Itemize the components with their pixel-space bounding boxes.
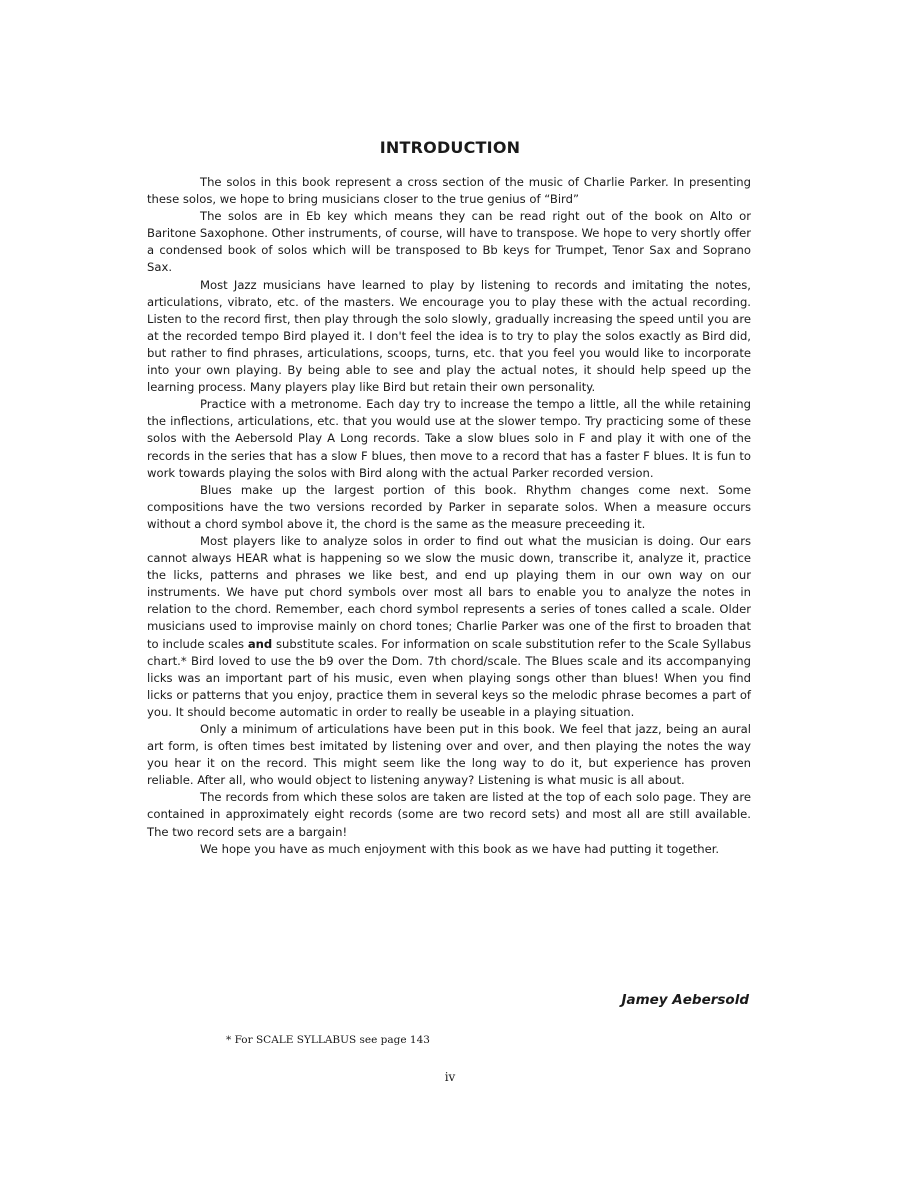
paragraph-6-text-start: Most players like to analyze solos in order to find out what the musician is doing. Our ears cannot always HEAR what is happening so we slow the music down, transcribe it, analyze it, practice the licks, patterns and phrases we like best, and end up playing them in our own way on our instruments. We have put chord symbols over most all bars to enable you to analyze the notes in relation to the chord. Remember, each chord symbol represents a series of tones called a scale. Older musicians used to improvise mainly on chord tones; Charlie Parker was one of the first to broaden that to include scales [147, 533, 751, 651]
footnote: * For SCALE SYLLABUS see page 143 [226, 1034, 430, 1046]
page-number: iv [444, 1070, 456, 1084]
paragraph-1: The solos in this book represent a cross section of the music of Charlie Parker. In presenting these solos, we hope to bring musicians closer to the true genius of “Bird” [147, 175, 751, 207]
paragraph-5: Blues make up the largest portion of this book. Rhythm changes come next. Some compositions have the two versions recorded by Parker in separate solos. When a measure occurs without a chord symbol above it, the chord is the same as the measure preceeding it. [147, 482, 751, 531]
paragraph-6-text-end: substitute scales. For information on scale substitution refer to the Scale Syllabus chart.* Bird loved to use the b9 over the Dom. 7th chord/scale. The Blues scale and its accompanying licks was an important part of his music, even when playing songs other than blues! When you find licks or patterns that you enjoy, practice them in several keys so the melodic phrase becomes a part of you. It should become automatic in order to really be useable in a playing situation. [147, 636, 752, 719]
paragraph-2: The solos are in Eb key which means they can be read right out of the book on Alto or Baritone Saxophone. Other instruments, of course, will have to transpose. We hope to very shortly offer a condensed book of solos which will be transposed to Bb keys for Trumpet, Tenor Sax and Soprano Sax. [147, 209, 751, 275]
paragraph-9: We hope you have as much enjoyment with this book as we have had putting it together. [200, 841, 720, 856]
paragraph-6 [147, 533, 751, 721]
paragraph-6-bold-word: and [247, 636, 273, 651]
body-text [147, 174, 751, 858]
paragraph-3: Most Jazz musicians have learned to play by listening to records and imitating the notes, articulations, vibrato, etc. of the masters. We encourage you to play these with the actual recording. Listen to the record first, then play through the solo slowly, gradually increasing the speed until you are at the recorded tempo Bird played it. I don't feel the idea is to try to play the solos exactly as Bird did, but rather to find phrases, articulations, scoops, turns, etc. that you feel you would like to incorporate into your own playing. By being able to see and play the actual notes, it should help speed up the learning process. Many players play like Bird but retain their own personality. [147, 277, 751, 395]
paragraph-4: Practice with a metronome. Each day try to increase the tempo a little, all the while retaining the inflections, articulations, etc. that you would use at the slower tempo. Try practicing some of these solos with the Aebersold Play A Long records. Take a slow blues solo in F and play it with one of the records in the series that has a slow F blues, then move to a record that has a faster F blues. It is fun to work towards playing the solos with Bird along with the actual Parker recorded version. [147, 397, 751, 480]
author-signature: Jamey Aebersold [621, 992, 749, 1008]
paragraph-8: The records from which these solos are taken are listed at the top of each solo page. They are contained in approximately eight records (some are two record sets) and most all are still available. The two record sets are a bargain! [147, 790, 751, 839]
page-title: INTRODUCTION [379, 138, 521, 157]
paragraph-7: Only a minimum of articulations have been put in this book. We feel that jazz, being an aural art form, is often times best imitated by listening over and over, and then playing the notes the way you hear it on the record. This might seem like the long way to do it, but experience has proven reliable. After all, who would object to listening anyway? Listening is what music is all about. [147, 722, 751, 788]
